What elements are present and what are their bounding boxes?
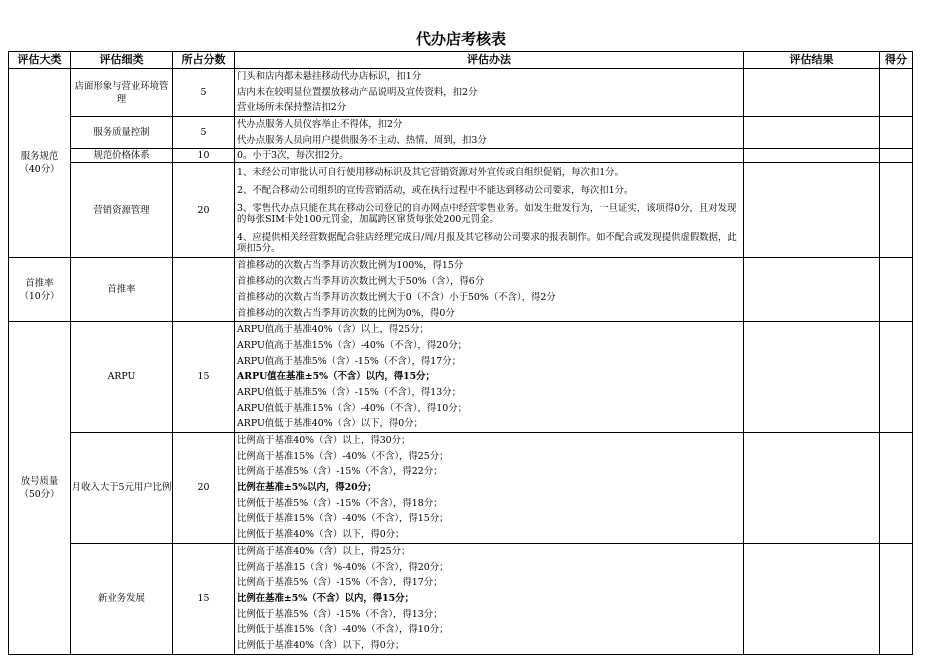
table-row	[9, 69, 913, 117]
table-row	[9, 117, 913, 149]
points-cell: 5	[173, 117, 235, 149]
result-cell[interactable]	[744, 258, 880, 322]
method-line: 4、应提供相关经营数据配合驻店经理完成日/周/月报及其它移动公司要求的报表制作。如不配合或发现提供虚假数据，此项扣5分。	[237, 231, 737, 254]
score-cell[interactable]	[880, 163, 913, 258]
method-cell	[235, 258, 744, 322]
category-score: （10分）	[19, 290, 60, 302]
subcategory-cell: 首推率	[71, 258, 173, 322]
subcategory-cell: 服务质量控制	[71, 117, 173, 149]
header-row	[9, 52, 913, 69]
method-line: 比例高于基准5%（含）-15%（不含），得17分；	[237, 577, 443, 589]
result-cell[interactable]	[744, 543, 880, 654]
method-line: 3、零售代办点只能在其在移动公司登记的自办网点中经营零售业务。如发生批发行为，一旦证实，该项得0分，且对发现的每张SIM卡处100元罚金，加属跨区窜货每张处200元罚金。	[237, 202, 737, 225]
method-line: ARPU值低于基准15%（含）-40%（不含），得10分；	[237, 402, 467, 414]
result-cell[interactable]	[744, 163, 880, 258]
score-cell[interactable]	[880, 543, 913, 654]
method-line: 店内未在较明显位置摆放移动产品说明及宣传资料，扣2分	[237, 86, 478, 98]
method-line: 比例低于基准15%（含）-40%（不含），得15分；	[237, 513, 449, 525]
category-label: 服务规范	[20, 151, 59, 163]
method-cell	[235, 543, 744, 654]
method-line: 比例高于基准15%（含）-40%（不含），得25分；	[237, 450, 449, 462]
table-row	[9, 322, 913, 433]
table-row	[9, 163, 913, 258]
header-method: 评估办法	[235, 52, 744, 69]
method-line: 2、不配合移动公司组织的宣传营销活动，或在执行过程中不能达到移动公司要求，每次扣1分。	[237, 184, 634, 196]
method-cell	[235, 149, 744, 163]
category-cell	[9, 322, 71, 654]
category-score: （40分）	[19, 164, 60, 176]
category-score: （50分）	[19, 488, 60, 500]
method-line: ARPU值低于基准40%（含）以下，得0分；	[237, 418, 423, 430]
method-line: 比例高于基准5%（含）-15%（不含），得22分；	[237, 466, 443, 478]
assessment-table	[8, 51, 913, 655]
method-line: 首推移动的次数占当季拜访次数比例大于0（不含）小于50%（不含），得2分	[237, 291, 556, 303]
method-cell	[235, 163, 744, 258]
result-cell[interactable]	[744, 117, 880, 149]
method-line: 比例低于基准5%（含）-15%（不含），得13分；	[237, 608, 443, 620]
method-line: ARPU值低于基准5%（含）-15%（不含），得13分；	[237, 386, 461, 398]
method-cell	[235, 69, 744, 117]
subcategory-cell: 店面形象与营业环境管理	[71, 69, 173, 117]
method-cell	[235, 322, 744, 433]
method-line: ARPU值高于基准40%（含）以上，得25分；	[237, 324, 429, 336]
method-line: 比例低于基准40%（含）以下，得0分；	[237, 529, 405, 541]
subcategory-cell: 营销资源管理	[71, 163, 173, 258]
method-line: 营业场所未保持整洁扣2分	[237, 102, 347, 114]
points-cell: 20	[173, 163, 235, 258]
method-line: 首推移动的次数占当季拜访次数比例为100%，得15分	[237, 260, 464, 272]
header-category: 评估大类	[9, 52, 71, 69]
header-result: 评估结果	[744, 52, 880, 69]
table-row	[9, 258, 913, 322]
header-subcategory: 评估细类	[71, 52, 173, 69]
method-line: 门头和店内都未悬挂移动代办店标识，扣1分	[237, 71, 422, 82]
method-cell	[235, 117, 744, 149]
method-line: 1、未经公司审批认可自行使用移动标识及其它营销资源对外宣传或自组织促销，每次扣1分。	[237, 166, 624, 178]
table-row	[9, 543, 913, 654]
result-cell[interactable]	[744, 433, 880, 544]
points-cell: 20	[173, 433, 235, 544]
score-cell[interactable]	[880, 258, 913, 322]
score-cell[interactable]	[880, 322, 913, 433]
points-cell: 10	[173, 149, 235, 163]
score-cell[interactable]	[880, 433, 913, 544]
header-score: 得分	[880, 52, 913, 69]
method-line: 比例高于基准40%（含）以上，得30分；	[237, 435, 411, 446]
page-title: 代办店考核表	[415, 30, 506, 48]
method-line: 比例高于基准40%（含）以上，得25分；	[237, 545, 411, 557]
score-cell[interactable]	[880, 69, 913, 117]
points-cell	[173, 258, 235, 322]
subcategory-cell: 新业务发展	[71, 543, 173, 654]
result-cell[interactable]	[744, 69, 880, 117]
points-cell: 15	[173, 543, 235, 654]
method-line: ARPU值高于基准15%（含）-40%（不含），得20分；	[237, 339, 467, 351]
method-line: 代办点服务人员向用户提供服务不主动、热情、周到，扣3分	[237, 134, 487, 146]
method-cell	[235, 433, 744, 544]
subcategory-cell: 规范价格体系	[71, 149, 173, 163]
table-row	[9, 433, 913, 544]
method-line: 比例在基准±5%以内，得20分；	[237, 482, 377, 494]
method-line: 比例在基准±5%（不含）以内，得15分；	[237, 592, 414, 604]
table-row	[9, 149, 913, 163]
score-cell[interactable]	[880, 117, 913, 149]
result-cell[interactable]	[744, 322, 880, 433]
category-cell	[9, 258, 71, 322]
result-cell[interactable]	[744, 149, 880, 163]
header-points: 所占分数	[173, 52, 235, 69]
subcategory-cell: 月收入大于5元用户比例	[71, 433, 173, 544]
method-line: 代办点服务人员仪容举止不得体，扣2分	[237, 119, 403, 131]
points-cell: 5	[173, 69, 235, 117]
method-line: 首推移动的次数占当季拜访次数的比例为0%，得0分	[237, 307, 455, 319]
method-line: 0。小于3次，每次扣2分。	[237, 150, 349, 162]
method-line: 比例低于基准15%（含）-40%（不含），得10分；	[237, 624, 449, 636]
category-label: 放号质量	[20, 475, 59, 487]
method-line: 比例低于基准40%（含）以下，得0分；	[237, 639, 405, 651]
method-line: 比例高于基准15（含）%-40%（不含），得20分；	[237, 561, 449, 573]
method-line: 比例低于基准5%（含）-15%（不含），得18分；	[237, 497, 443, 509]
method-line: ARPU值在基准±5%（不含）以内，得15分；	[237, 371, 435, 383]
category-label: 首推率	[25, 277, 54, 289]
subcategory-cell: ARPU	[71, 322, 173, 433]
score-cell[interactable]	[880, 149, 913, 163]
method-line: 首推移动的次数占当季拜访次数比例大于50%（含），得6分	[237, 276, 485, 288]
method-line: ARPU值高于基准5%（含）-15%（不含），得17分；	[237, 355, 461, 367]
category-cell	[9, 69, 71, 258]
points-cell: 15	[173, 322, 235, 433]
